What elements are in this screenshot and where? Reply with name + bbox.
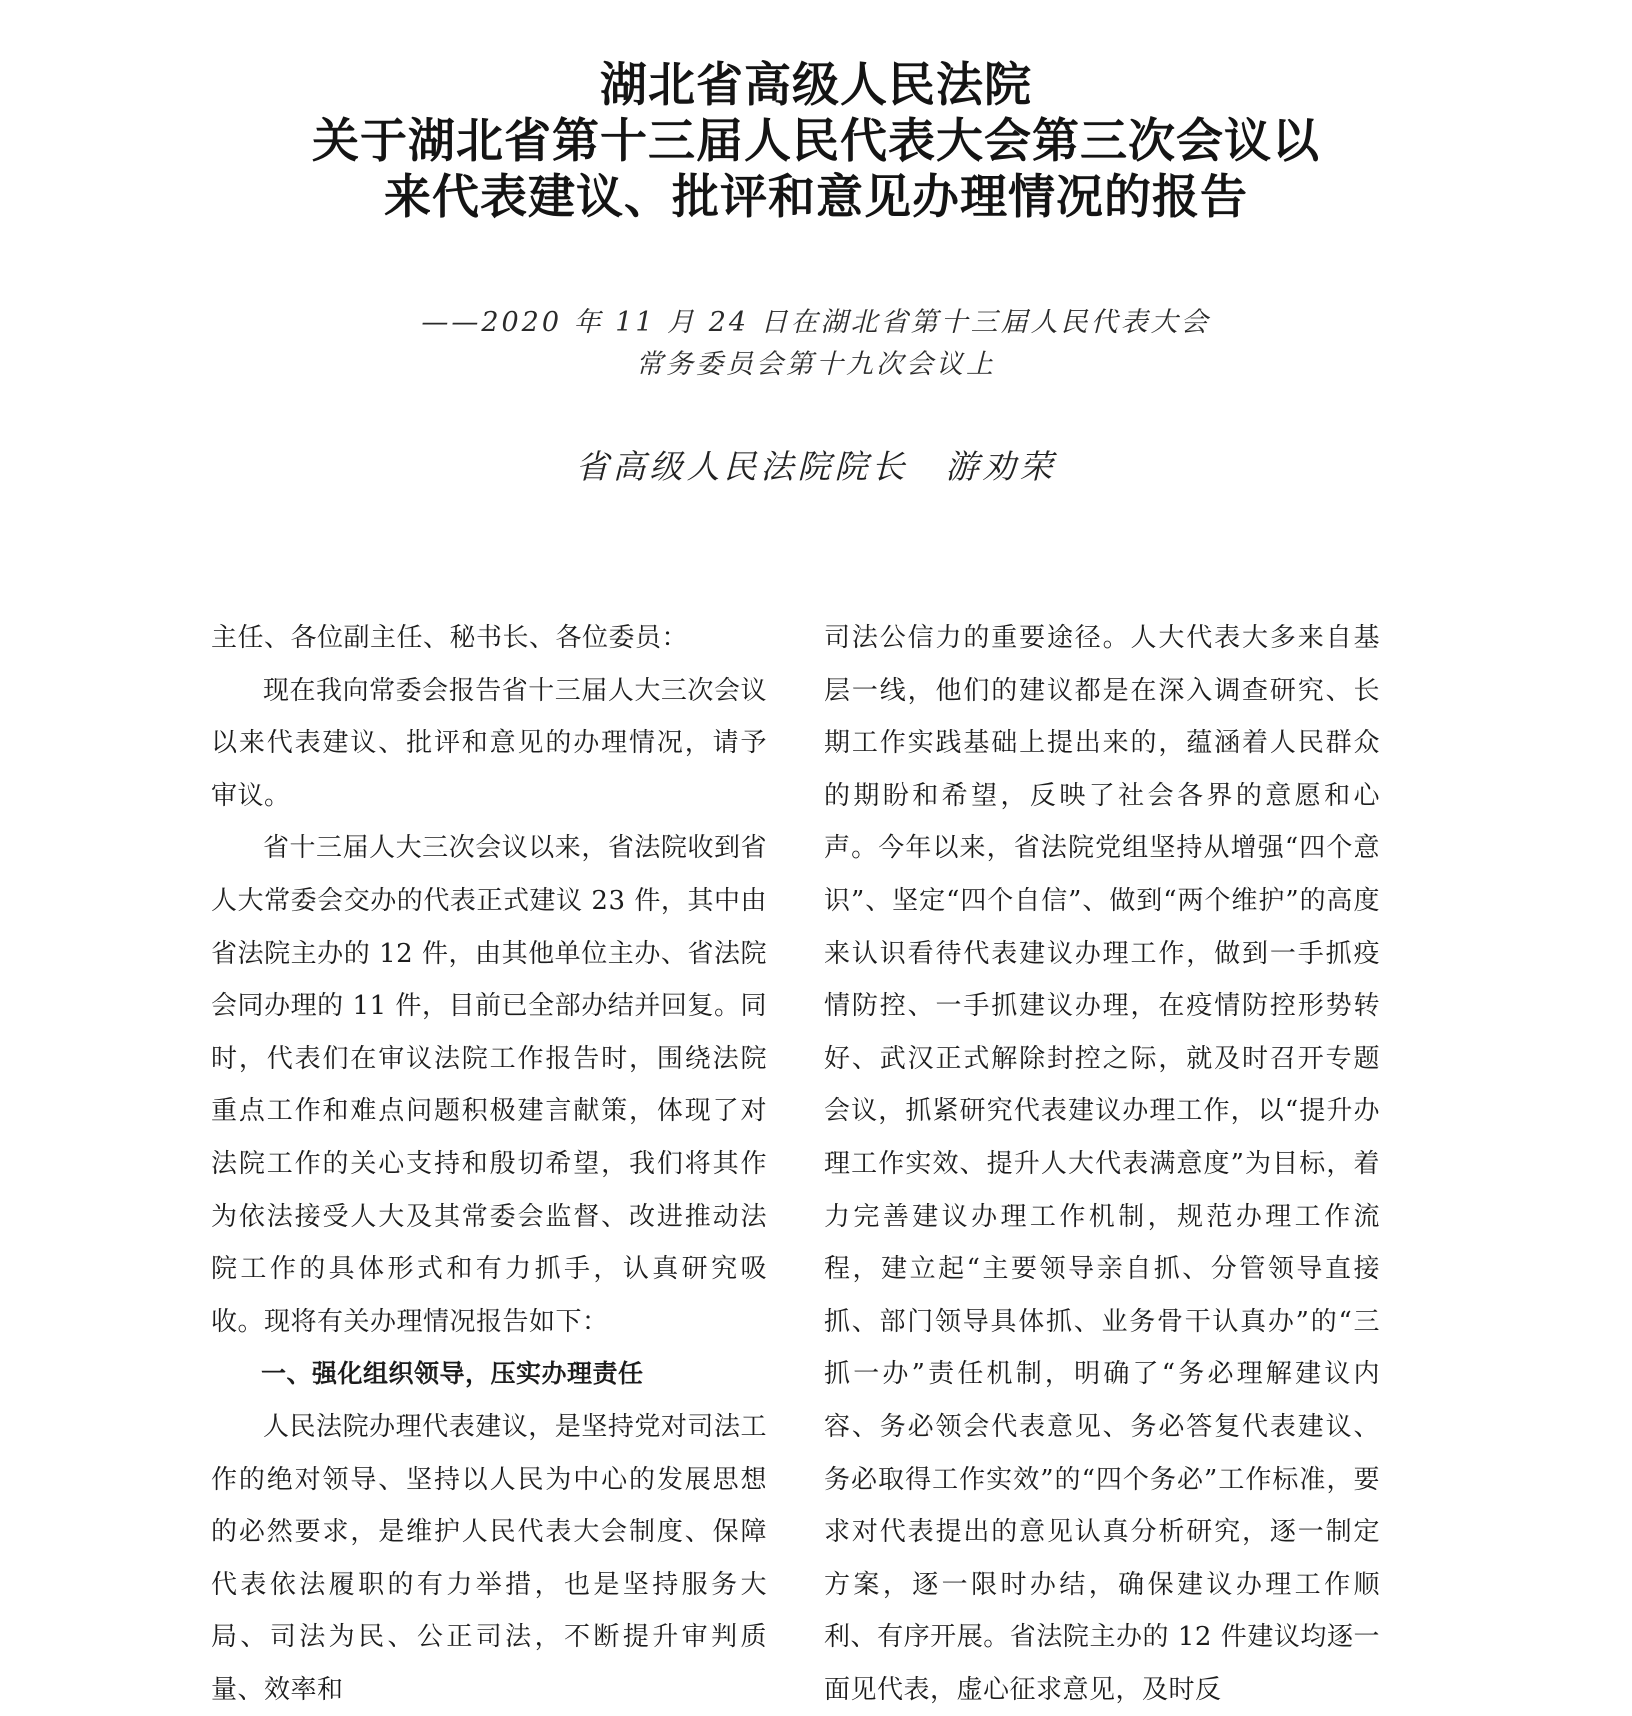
paragraph: 司法公信力的重要途径。人大代表大多来自基层一线，他们的建议都是在深入调查研究、长期工作实践基础上提出来的，蕴涵着人民群众的期盼和希望，反映了社会各界的意愿和心声。今年以来，省法院党组坚持从增强“四个意识”、坚定“四个自信”、做到“两个维护”的高度来认识看待代表建议办理工作，做到一手抓疫情防控、一手抓建议办理，在疫情防控形势转好、武汉正式解除封控之际，就及时召开专题会议，抓紧研究代表建议办理工作，以“提升办理工作实效、提升人大代表满意度”为目标，着力完善建议办理工作机制，规范办理工作流程，建立起“主要领导亲自抓、分管领导直接抓、部门领导具体抓、业务骨干认真办”的“三抓一办”责任机制，明确了“务必理解建议内容、务必领会代表意见、务必答复代表建议、务必取得工作实效”的“四个务必”工作标准，要求对代表提出的意见认真分析研究，逐一制定方案，逐一限时办结，确保建议办理工作顺利、有序开展。省法院主办的 12 件建议均逐一面见代表，虚心征求意见，及时反 xyxy=(824,623,1380,1705)
paragraph: 人民法院办理代表建议，是坚持党对司法工作的绝对领导、坚持以人民为中心的发展思想的必然要求，是维护人民代表大会制度、保障代表依法履职的有力举措，也是坚持服务大局、司法为民、公正司法，不断提升审判质量、效率和 xyxy=(211,1411,767,1705)
paragraph: 现在我向常委会报告省十三届人大三次会议以来代表建议、批评和意见的办理情况，请予审议。 xyxy=(211,675,767,811)
author-byline: 省高级人民法院院长 游劝荣 xyxy=(575,447,1057,486)
title-line-3: 来代表建议、批评和意见办理情况的报告 xyxy=(384,170,1248,225)
right-column xyxy=(824,612,1380,1716)
title-line-1: 湖北省高级人民法院 xyxy=(600,58,1032,113)
section-heading: 一、强化组织领导，压实办理责任 xyxy=(261,1359,644,1389)
paragraph: 省十三届人大三次会议以来，省法院收到省人大常委会交办的代表正式建议 23 件，其中由省法院主办的 12 件，由其他单位主办、省法院会同办理的 11 件，目前已全部办结并回复。同时，代表们在审议法院工作报告时，围绕法院重点工作和难点问题积极建言献策，体现了对法院工作的关心支持和殷切希望，我们将其作为依法接受人大及其常委会监督、改进推动法院工作的具体形式和有力抓手，认真研究吸收。现将有关办理情况报告如下： xyxy=(211,833,767,1337)
salutation: 主任、各位副主任、秘书长、各位委员： xyxy=(211,623,689,653)
subtitle-line-1: ——2020 年 11 月 24 日在湖北省第十三届人民代表大会 xyxy=(421,307,1211,338)
report-subtitle xyxy=(0,302,1632,386)
report-title xyxy=(0,58,1632,226)
title-line-2: 关于湖北省第十三届人民代表大会第三次会议以 xyxy=(312,114,1320,169)
subtitle-line-2: 常务委员会第十九次会议上 xyxy=(636,349,996,380)
left-column xyxy=(211,612,767,1716)
